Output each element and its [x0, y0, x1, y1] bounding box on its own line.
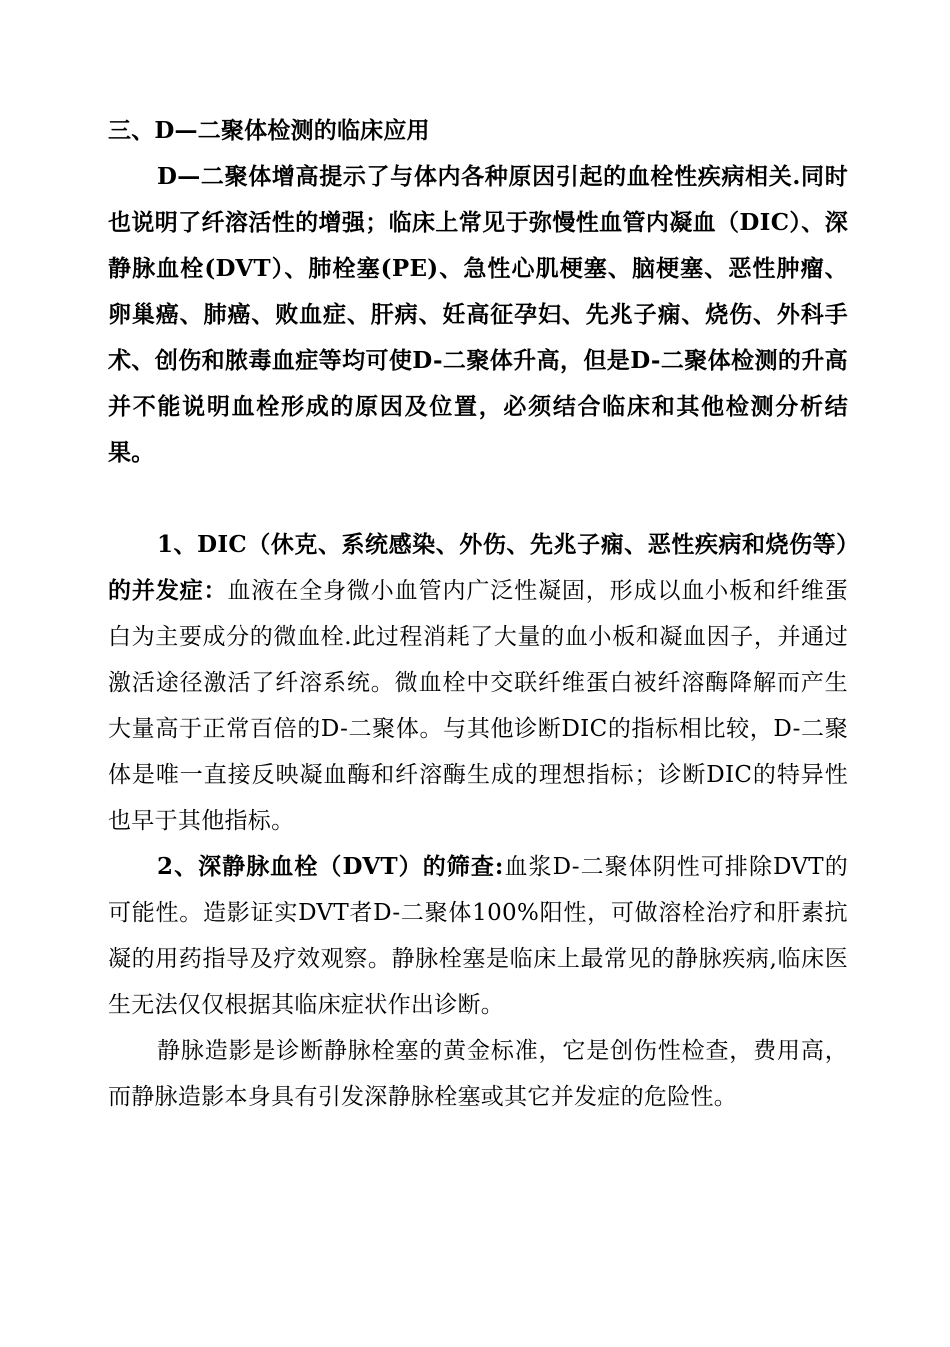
intro-paragraph: D—二聚体增高提示了与体内各种原因引起的血栓性疾病相关.同时也说明了纤溶活性的增强；临床上常见于弥慢性血管内凝血（DIC）、深静脉血栓(DVT）、肺栓塞(PE)、急性心肌梗塞、脑梗塞、恶性肿瘤、卵巢癌、肺癌、败血症、肝病、妊高征孕妇、先兆子痫、烧伤、外科手术、创伤和脓毒血症等均可使D-二聚体升高，但是D-二聚体检测的升高并不能说明血栓形成的原因及位置，必须结合临床和其他检测分析结果。 [108, 163, 848, 466]
dvt-paragraph [108, 844, 848, 1028]
dvt-body: 血浆D-二聚体阴性可排除DVT的可能性。造影证实DVT者D-二聚体100%阳性，可做溶栓治疗和肝素抗凝的用药指导及疗效观察。静脉栓塞是临床上最常见的静脉疾病,临床医生无法仅仅根据其临床症状作出诊断。 [108, 854, 848, 1018]
section-heading: 三、D—二聚体检测的临床应用 [108, 117, 430, 144]
dic-paragraph [108, 522, 848, 844]
document-page [108, 108, 848, 1120]
paragraph-spacer [108, 476, 848, 522]
closing-paragraph: 静脉造影是诊断静脉栓塞的黄金标准，它是创伤性检查，费用高，而静脉造影本身具有引发深静脉栓塞或其它并发症的危险性。 [108, 1038, 848, 1110]
dic-lead: 1、DIC（休克、系统感染、外伤、先兆子痫、恶性疾病和烧伤等）的并发症： [108, 531, 848, 604]
dvt-lead: 2、深静脉血栓（DVT）的筛查: [157, 853, 504, 880]
dic-body: 血液在全身微小血管内广泛性凝固，形成以血小板和纤维蛋白为主要成分的微血栓.此过程消耗了大量的血小板和凝血因子，并通过激活途径激活了纤溶系统。微血栓中交联纤维蛋白被纤溶酶降解而产生大量高于正常百倍的D-二聚体。与其他诊断DIC的指标相比较，D-二聚体是唯一直接反映凝血酶和纤溶酶生成的理想指标；诊断DIC的特异性也早于其他指标。 [108, 578, 848, 834]
